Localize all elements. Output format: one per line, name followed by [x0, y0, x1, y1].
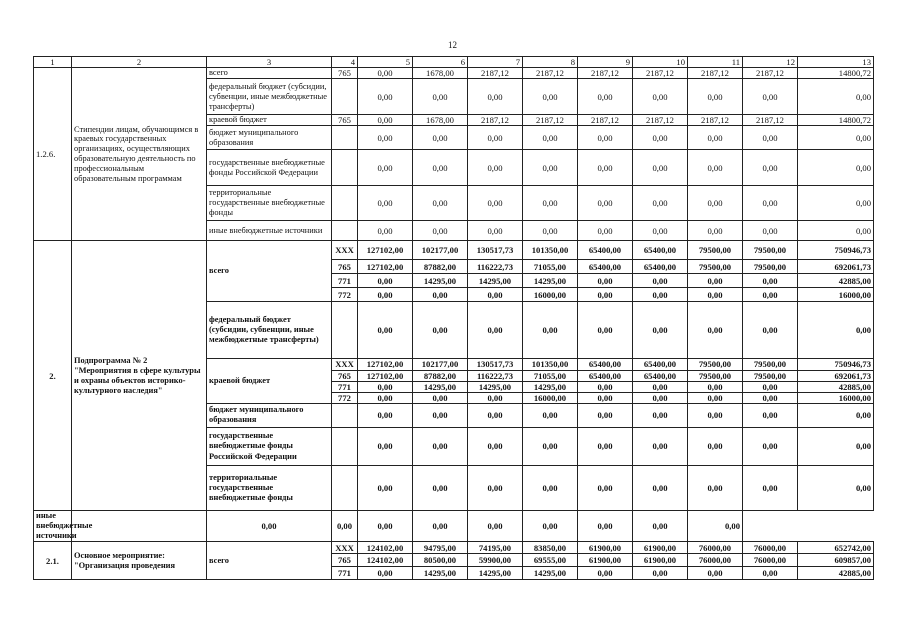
value-cell: 0,00 [523, 302, 578, 359]
value-cell: 0,00 [358, 221, 413, 241]
value-cell: 0,00 [633, 392, 688, 403]
code-cell: 771 [332, 381, 358, 392]
header-cell: 8 [523, 57, 578, 68]
value-cell: 0,00 [578, 126, 633, 150]
value-cell: 0,00 [358, 186, 413, 221]
value-cell: 0,00 [413, 221, 468, 241]
value-cell: 0,00 [207, 510, 332, 541]
value-cell: 102177,00 [413, 359, 468, 370]
header-cell: 4 [332, 57, 358, 68]
value-cell: 65400,00 [633, 359, 688, 370]
value-cell: 0,00 [358, 126, 413, 150]
value-cell: 0,00 [743, 221, 798, 241]
value-cell: 42885,00 [798, 274, 874, 288]
funding-source: бюджет муниципального образования [207, 126, 332, 150]
value-cell: 0,00 [633, 186, 688, 221]
header-cell: 1 [34, 57, 72, 68]
value-cell: 0,00 [358, 392, 413, 403]
value-cell: 0,00 [468, 288, 523, 302]
value-cell: 80500,00 [413, 554, 468, 567]
value-cell: 0,00 [688, 392, 743, 403]
value-cell: 0,00 [358, 302, 413, 359]
header-cell: 10 [633, 57, 688, 68]
value-cell: 2187,12 [633, 115, 688, 126]
value-cell: 0,00 [688, 403, 743, 427]
value-cell: 14295,00 [413, 274, 468, 288]
value-cell: 116222,73 [468, 370, 523, 381]
value-cell: 0,00 [523, 150, 578, 186]
value-cell: 0,00 [578, 79, 633, 115]
code-cell: 771 [332, 274, 358, 288]
value-cell: 0,00 [523, 221, 578, 241]
code-cell [332, 465, 358, 510]
value-cell: 0,00 [743, 150, 798, 186]
value-cell: 0,00 [332, 510, 358, 541]
value-cell: 0,00 [523, 79, 578, 115]
value-cell: 76000,00 [688, 554, 743, 567]
value-cell: 0,00 [743, 288, 798, 302]
value-cell: 0,00 [688, 126, 743, 150]
item-number: 2.1. [34, 542, 72, 580]
value-cell: 74195,00 [468, 542, 523, 554]
value-cell: 14800,72 [798, 68, 874, 79]
value-cell: 0,00 [578, 274, 633, 288]
value-cell: 102177,00 [413, 241, 468, 260]
value-cell: 0,00 [688, 465, 743, 510]
value-cell: 124102,00 [358, 554, 413, 567]
table-row [34, 68, 874, 79]
value-cell: 65400,00 [633, 241, 688, 260]
value-cell: 65400,00 [578, 359, 633, 370]
value-cell: 0,00 [578, 510, 633, 541]
header-cell: 2 [72, 57, 207, 68]
value-cell: 0,00 [633, 302, 688, 359]
value-cell: 0,00 [798, 302, 874, 359]
value-cell: 71055,00 [523, 260, 578, 274]
value-cell: 692061,73 [798, 260, 874, 274]
value-cell: 2187,12 [578, 115, 633, 126]
value-cell: 652742,00 [798, 542, 874, 554]
value-cell: 0,00 [413, 465, 468, 510]
value-cell: 79500,00 [688, 359, 743, 370]
value-cell: 79500,00 [688, 370, 743, 381]
value-cell: 0,00 [743, 567, 798, 580]
code-cell [332, 403, 358, 427]
funding-source: бюджет муниципального образования [207, 403, 332, 427]
value-cell: 76000,00 [688, 542, 743, 554]
value-cell: 0,00 [358, 150, 413, 186]
funding-source: всего [207, 68, 332, 79]
value-cell: 2187,12 [468, 115, 523, 126]
value-cell: 69555,00 [523, 554, 578, 567]
funding-source: краевой бюджет [207, 359, 332, 404]
value-cell: 0,00 [688, 150, 743, 186]
value-cell: 2187,12 [578, 68, 633, 79]
value-cell: 127102,00 [358, 241, 413, 260]
value-cell: 0,00 [358, 403, 413, 427]
value-cell: 0,00 [468, 186, 523, 221]
budget-table [33, 56, 874, 580]
value-cell: 0,00 [468, 150, 523, 186]
value-cell: 79500,00 [743, 260, 798, 274]
funding-source: федеральный бюджет (субсидии, субвенции, иные межбюджетные трансферты) [207, 302, 332, 359]
value-cell: 14295,00 [468, 381, 523, 392]
value-cell: 0,00 [633, 126, 688, 150]
value-cell: 0,00 [798, 79, 874, 115]
value-cell: 0,00 [413, 186, 468, 221]
value-cell: 1678,00 [413, 68, 468, 79]
value-cell: 16000,00 [523, 392, 578, 403]
funding-source: территориальные государственные внебюджетные фонды [207, 465, 332, 510]
value-cell: 79500,00 [743, 359, 798, 370]
value-cell: 65400,00 [578, 370, 633, 381]
value-cell: 14295,00 [468, 274, 523, 288]
value-cell: 42885,00 [798, 567, 874, 580]
value-cell: 0,00 [633, 510, 688, 541]
value-cell: 14295,00 [523, 381, 578, 392]
value-cell: 61900,00 [578, 542, 633, 554]
value-cell: 0,00 [578, 381, 633, 392]
value-cell: 0,00 [468, 302, 523, 359]
value-cell: 2187,12 [688, 68, 743, 79]
value-cell: 87882,00 [413, 260, 468, 274]
code-cell: XXX [332, 241, 358, 260]
header-cell: 13 [798, 57, 874, 68]
value-cell: 65400,00 [633, 370, 688, 381]
value-cell: 0,00 [468, 403, 523, 427]
value-cell: 750946,73 [798, 359, 874, 370]
value-cell: 0,00 [688, 427, 743, 465]
value-cell: 0,00 [633, 427, 688, 465]
value-cell: 101350,00 [523, 359, 578, 370]
value-cell: 130517,73 [468, 359, 523, 370]
item-name: Подпрограмма № 2 "Мероприятия в сфере культуры и охраны объектов историко-культурного наследия" [72, 241, 207, 511]
value-cell: 0,00 [358, 427, 413, 465]
code-cell: XXX [332, 542, 358, 554]
value-cell: 94795,00 [413, 542, 468, 554]
value-cell: 0,00 [413, 150, 468, 186]
value-cell: 65400,00 [633, 260, 688, 274]
value-cell: 0,00 [688, 274, 743, 288]
value-cell: 0,00 [798, 403, 874, 427]
code-cell: 772 [332, 288, 358, 302]
value-cell: 0,00 [358, 510, 413, 541]
value-cell: 59900,00 [468, 554, 523, 567]
value-cell: 127102,00 [358, 370, 413, 381]
table-body [34, 57, 874, 580]
value-cell: 0,00 [688, 302, 743, 359]
table-row [34, 241, 874, 260]
funding-source: территориальные государственные внебюджетные фонды [207, 186, 332, 221]
header-cell: 9 [578, 57, 633, 68]
value-cell: 0,00 [688, 288, 743, 302]
funding-source: краевой бюджет [207, 115, 332, 126]
value-cell: 2187,12 [523, 115, 578, 126]
value-cell: 79500,00 [743, 241, 798, 260]
value-cell: 14295,00 [523, 274, 578, 288]
value-cell: 0,00 [743, 302, 798, 359]
value-cell: 65400,00 [578, 241, 633, 260]
value-cell: 0,00 [743, 427, 798, 465]
item-name: Основное мероприятие: "Организация проведения [72, 542, 207, 580]
value-cell: 1678,00 [413, 115, 468, 126]
value-cell: 16000,00 [798, 392, 874, 403]
value-cell: 0,00 [688, 567, 743, 580]
value-cell: 0,00 [578, 392, 633, 403]
funding-source: государственные внебюджетные фонды Российской Федерации [207, 427, 332, 465]
value-cell: 0,00 [413, 302, 468, 359]
value-cell: 0,00 [578, 567, 633, 580]
value-cell: 0,00 [468, 79, 523, 115]
item-number: 1.2.6. [34, 68, 72, 241]
value-cell: 14295,00 [413, 567, 468, 580]
code-cell: XXX [332, 359, 358, 370]
value-cell: 124102,00 [358, 542, 413, 554]
value-cell: 0,00 [358, 115, 413, 126]
value-cell: 116222,73 [468, 260, 523, 274]
value-cell: 0,00 [578, 288, 633, 302]
value-cell: 0,00 [633, 274, 688, 288]
value-cell: 0,00 [358, 79, 413, 115]
value-cell: 0,00 [523, 186, 578, 221]
funding-source: иные внебюджетные источники [34, 510, 72, 541]
value-cell: 0,00 [743, 126, 798, 150]
value-cell: 76000,00 [743, 542, 798, 554]
value-cell: 0,00 [523, 465, 578, 510]
value-cell: 0,00 [688, 79, 743, 115]
code-cell: 765 [332, 68, 358, 79]
value-cell: 0,00 [468, 465, 523, 510]
funding-source: федеральный бюджет (субсидии, субвенции, иные межбюджетные трансферты) [207, 79, 332, 115]
value-cell: 61900,00 [578, 554, 633, 567]
value-cell: 0,00 [578, 427, 633, 465]
value-cell: 0,00 [413, 510, 468, 541]
value-cell: 127102,00 [358, 260, 413, 274]
value-cell: 0,00 [413, 79, 468, 115]
value-cell: 0,00 [798, 221, 874, 241]
value-cell: 0,00 [578, 221, 633, 241]
value-cell: 0,00 [358, 68, 413, 79]
code-cell: 765 [332, 370, 358, 381]
value-cell: 0,00 [358, 465, 413, 510]
value-cell: 2187,12 [633, 68, 688, 79]
value-cell: 61900,00 [633, 542, 688, 554]
value-cell: 79500,00 [688, 241, 743, 260]
value-cell: 71055,00 [523, 370, 578, 381]
value-cell: 0,00 [358, 381, 413, 392]
value-cell: 0,00 [468, 221, 523, 241]
value-cell: 0,00 [688, 510, 743, 541]
table-row [34, 510, 874, 541]
funding-source: всего [207, 542, 332, 580]
value-cell: 0,00 [578, 465, 633, 510]
code-cell [332, 302, 358, 359]
value-cell: 2187,12 [743, 68, 798, 79]
value-cell: 65400,00 [578, 260, 633, 274]
value-cell: 2187,12 [523, 68, 578, 79]
value-cell: 76000,00 [743, 554, 798, 567]
value-cell: 0,00 [743, 403, 798, 427]
value-cell: 0,00 [413, 403, 468, 427]
value-cell: 0,00 [468, 392, 523, 403]
value-cell: 2187,12 [468, 68, 523, 79]
value-cell: 0,00 [743, 274, 798, 288]
value-cell: 61900,00 [633, 554, 688, 567]
value-cell: 0,00 [633, 381, 688, 392]
value-cell: 0,00 [578, 186, 633, 221]
header-cell: 5 [358, 57, 413, 68]
header-cell: 11 [688, 57, 743, 68]
value-cell: 750946,73 [798, 241, 874, 260]
code-cell [332, 221, 358, 241]
item-number: 2. [34, 241, 72, 511]
value-cell: 0,00 [468, 427, 523, 465]
value-cell: 0,00 [523, 427, 578, 465]
code-cell [332, 150, 358, 186]
page-number: 12 [448, 40, 457, 50]
item-name: Стипендии лицам, обучающимся в краевых государственных организациях, осуществляющих образовательную деятельность по профессиональным образовательным программам [72, 68, 207, 241]
value-cell: 0,00 [468, 510, 523, 541]
value-cell: 0,00 [798, 150, 874, 186]
value-cell: 87882,00 [413, 370, 468, 381]
value-cell: 609857,00 [798, 554, 874, 567]
funding-source: иные внебюджетные источники [207, 221, 332, 241]
value-cell: 0,00 [633, 79, 688, 115]
value-cell: 83850,00 [523, 542, 578, 554]
value-cell: 0,00 [468, 126, 523, 150]
header-cell: 7 [468, 57, 523, 68]
value-cell: 79500,00 [688, 260, 743, 274]
value-cell: 0,00 [743, 465, 798, 510]
header-row [34, 57, 874, 68]
value-cell: 0,00 [633, 221, 688, 241]
value-cell: 14295,00 [468, 567, 523, 580]
code-cell [332, 126, 358, 150]
value-cell: 0,00 [633, 288, 688, 302]
value-cell: 0,00 [688, 221, 743, 241]
value-cell: 0,00 [743, 186, 798, 221]
funding-source: государственные внебюджетные фонды Российской Федерации [207, 150, 332, 186]
value-cell: 130517,73 [468, 241, 523, 260]
value-cell: 14800,72 [798, 115, 874, 126]
funding-source: всего [207, 241, 332, 302]
header-cell: 3 [207, 57, 332, 68]
code-cell: 772 [332, 392, 358, 403]
table-row [34, 542, 874, 554]
value-cell: 79500,00 [743, 370, 798, 381]
value-cell: 0,00 [688, 186, 743, 221]
value-cell: 0,00 [633, 403, 688, 427]
code-cell [332, 427, 358, 465]
value-cell: 0,00 [413, 392, 468, 403]
value-cell: 0,00 [798, 186, 874, 221]
value-cell: 2187,12 [743, 115, 798, 126]
value-cell: 127102,00 [358, 359, 413, 370]
value-cell: 0,00 [578, 150, 633, 186]
value-cell: 0,00 [688, 381, 743, 392]
value-cell: 0,00 [358, 288, 413, 302]
value-cell: 0,00 [578, 302, 633, 359]
value-cell: 0,00 [413, 126, 468, 150]
value-cell: 14295,00 [523, 567, 578, 580]
value-cell: 16000,00 [798, 288, 874, 302]
code-cell: 765 [332, 554, 358, 567]
code-cell [332, 79, 358, 115]
value-cell: 0,00 [523, 126, 578, 150]
code-cell: 771 [332, 567, 358, 580]
value-cell: 0,00 [523, 403, 578, 427]
code-cell: 765 [332, 115, 358, 126]
value-cell: 0,00 [798, 427, 874, 465]
code-cell: 765 [332, 260, 358, 274]
value-cell: 0,00 [633, 567, 688, 580]
value-cell: 0,00 [633, 465, 688, 510]
value-cell: 0,00 [798, 465, 874, 510]
value-cell: 0,00 [358, 274, 413, 288]
value-cell: 0,00 [358, 567, 413, 580]
value-cell: 0,00 [743, 381, 798, 392]
value-cell: 0,00 [578, 403, 633, 427]
header-cell: 12 [743, 57, 798, 68]
value-cell: 0,00 [633, 150, 688, 186]
value-cell: 0,00 [743, 79, 798, 115]
header-cell: 6 [413, 57, 468, 68]
value-cell: 0,00 [413, 427, 468, 465]
value-cell: 16000,00 [523, 288, 578, 302]
code-cell [332, 186, 358, 221]
value-cell: 42885,00 [798, 381, 874, 392]
value-cell: 692061,73 [798, 370, 874, 381]
value-cell: 0,00 [523, 510, 578, 541]
value-cell: 2187,12 [688, 115, 743, 126]
value-cell: 0,00 [743, 392, 798, 403]
value-cell: 0,00 [413, 288, 468, 302]
value-cell: 14295,00 [413, 381, 468, 392]
value-cell: 101350,00 [523, 241, 578, 260]
value-cell: 0,00 [798, 126, 874, 150]
